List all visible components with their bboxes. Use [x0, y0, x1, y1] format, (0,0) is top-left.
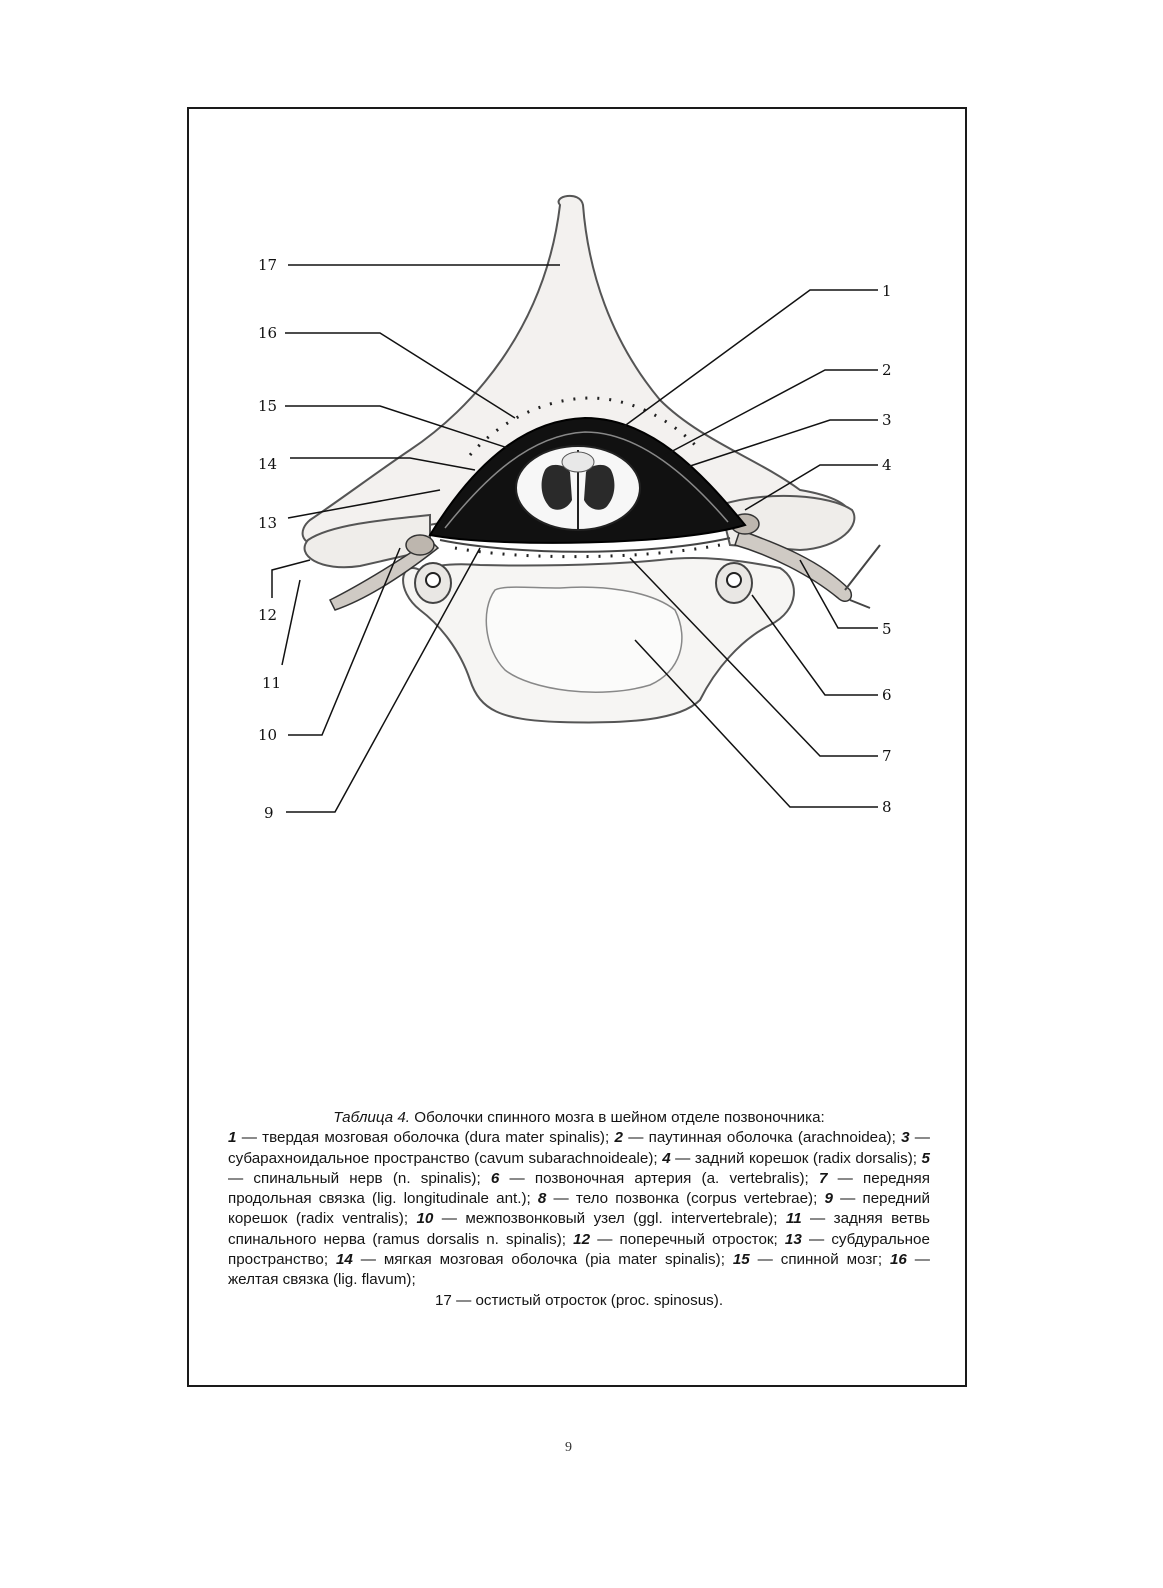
- caption-item-text: — задняя ветвь спинального нерва (ramus dorsalis n. spinalis);: [228, 1210, 930, 1248]
- caption-item-number: 5: [921, 1149, 930, 1167]
- caption-item-number: 7: [819, 1169, 828, 1187]
- label-1: 1: [882, 282, 892, 300]
- label-17: 17: [258, 256, 278, 274]
- caption-item-number: 15: [732, 1251, 750, 1269]
- caption-item-text: — мягкая мозговая оболочка (pia mater spinalis);: [360, 1251, 725, 1269]
- figure-caption: [228, 1108, 930, 1311]
- caption-item-text: — спинной мозг;: [757, 1251, 883, 1269]
- caption-item-text: — позвоночная артерия (a. vertebralis);: [509, 1169, 809, 1187]
- label-15: 15: [258, 397, 278, 415]
- caption-item-text: — задний корешок (radix dorsalis);: [675, 1149, 918, 1167]
- caption-title: Оболочки спинного мозга в шейном отделе позвоночника:: [414, 1109, 825, 1126]
- page-number: 9: [565, 1440, 572, 1455]
- label-12: 12: [258, 606, 278, 624]
- caption-item-number: 11: [785, 1210, 802, 1228]
- caption-table-ref: Таблица 4.: [333, 1109, 411, 1126]
- vertebral-body-inner: [486, 587, 682, 692]
- caption-item-number: 13: [784, 1230, 802, 1248]
- caption-item-number: 6: [490, 1169, 500, 1187]
- label-3: 3: [882, 411, 892, 429]
- label-2: 2: [882, 361, 892, 379]
- caption-item-text: — передний корешок (radix ventralis);: [228, 1190, 930, 1228]
- spinal-ganglion-left: [406, 535, 434, 555]
- caption-item-number: 12: [573, 1230, 591, 1248]
- label-11: 11: [262, 674, 282, 692]
- caption-item-text: — желтая связка (lig. flavum);: [228, 1251, 930, 1289]
- caption-item-text: — твердая мозговая оболочка (dura mater spinalis);: [241, 1129, 610, 1147]
- caption-item-text: — передняя продольная связка (lig. longitudinale ant.);: [228, 1169, 930, 1208]
- label-9: 9: [264, 804, 274, 822]
- caption-item-text: — поперечный отросток;: [597, 1230, 778, 1248]
- label-8: 8: [882, 798, 892, 816]
- label-14: 14: [258, 455, 278, 473]
- leader-12: [272, 560, 310, 598]
- caption-item-text: — субдуральное пространство;: [228, 1230, 930, 1269]
- caption-item-number: 3: [901, 1129, 910, 1147]
- caption-item-text: — паутинная оболочка (arachnoidea);: [628, 1129, 896, 1147]
- caption-item-number: 14: [335, 1251, 353, 1269]
- caption-title-line: [228, 1108, 930, 1128]
- caption-item-number: 9: [824, 1190, 833, 1208]
- caption-last-line: 17 — остистый отросток (proc. spinosus).: [434, 1291, 724, 1309]
- label-7: 7: [882, 747, 892, 765]
- leader-11: [282, 580, 300, 665]
- caption-item-number: 10: [416, 1210, 434, 1228]
- caption-item-number: 2: [614, 1129, 623, 1147]
- caption-item-number: 1: [228, 1129, 237, 1147]
- label-13: 13: [258, 514, 278, 532]
- caption-item-text: — спинальный нерв (n. spinalis);: [228, 1169, 481, 1187]
- caption-item-text: — межпозвонковый узел (ggl. intervertebrale);: [441, 1210, 778, 1228]
- label-10: 10: [258, 726, 278, 744]
- caption-item-number: 16: [889, 1251, 907, 1269]
- caption-item-number: 4: [662, 1149, 671, 1167]
- caption-item-text: — тело позвонка (corpus vertebrae);: [553, 1190, 818, 1208]
- label-6: 6: [882, 686, 892, 704]
- label-5: 5: [882, 620, 892, 638]
- caption-item-text: — субарахноидальное пространство (cavum subarachnoideale);: [228, 1129, 930, 1167]
- label-16: 16: [258, 324, 278, 342]
- caption-item-number: 8: [537, 1190, 547, 1208]
- label-4: 4: [882, 456, 892, 474]
- caption-item-list: [228, 1129, 930, 1288]
